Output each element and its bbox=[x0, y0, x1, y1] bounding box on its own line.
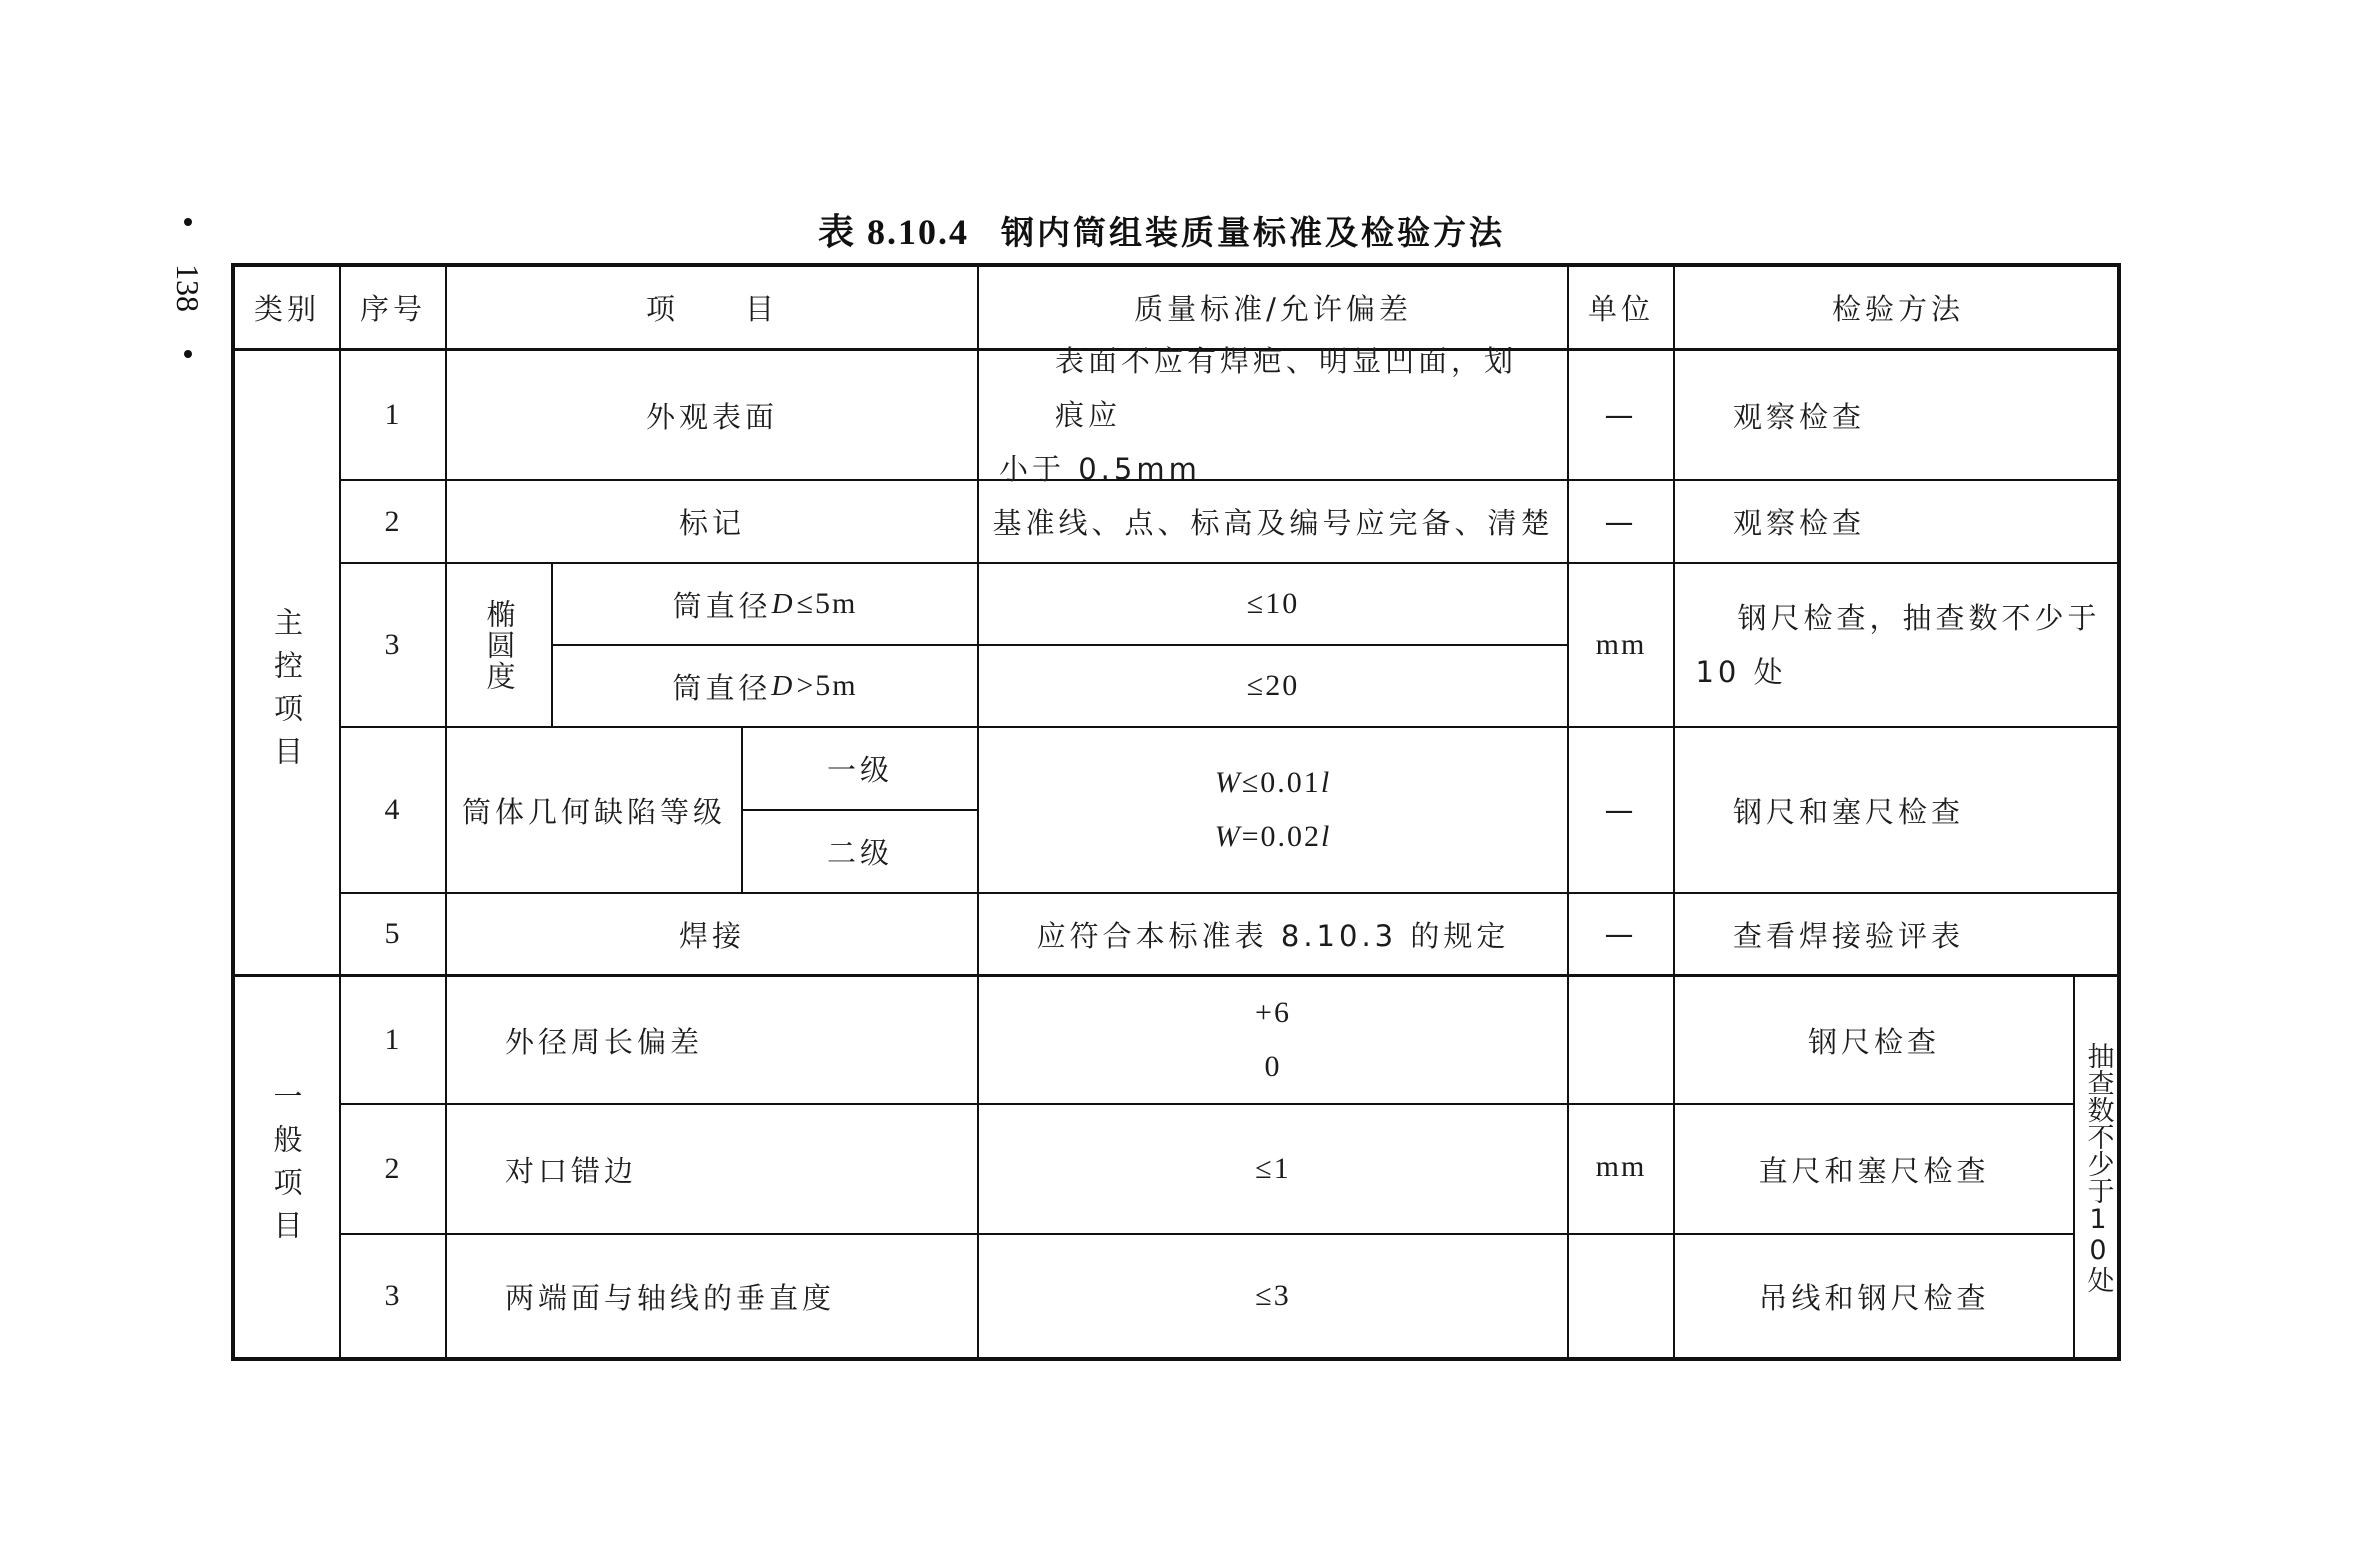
row4-standard bbox=[979, 728, 1567, 892]
row2-unit: — bbox=[1604, 504, 1638, 539]
quality-standard-table bbox=[231, 263, 2121, 1361]
row3-item-group bbox=[447, 564, 551, 726]
row4-standard-a-var: W bbox=[1214, 766, 1242, 799]
row3-unit: mm bbox=[1595, 628, 1647, 661]
row3a-standard: ≤10 bbox=[1246, 587, 1300, 620]
general-row3-standard: ≤3 bbox=[1255, 1279, 1291, 1312]
row2-item: 标记 bbox=[678, 506, 745, 540]
row4-item: 筒体几何缺陷等级 bbox=[461, 794, 726, 829]
row5-method: 查看焊接验评表 bbox=[1733, 918, 1965, 953]
row3b-item-suffix: >5m bbox=[796, 669, 858, 702]
row4-standard-b bbox=[1215, 810, 1332, 864]
row4-grade-a: 一级 bbox=[826, 753, 893, 787]
general-unit: mm bbox=[1595, 1150, 1647, 1183]
table-title-text: 钢内筒组装质量标准及检验方法 bbox=[1001, 213, 1506, 252]
category-main-control bbox=[235, 351, 339, 974]
row4-seq: 4 bbox=[384, 793, 402, 826]
row3-method-line1: 钢尺检查，抽查数不少于 bbox=[1737, 601, 2101, 635]
page-number-text: 138 bbox=[170, 264, 206, 312]
page-number-dot-bottom bbox=[184, 350, 192, 358]
row4-standard-a-l: l bbox=[1320, 766, 1332, 799]
header-standard: 质量标准/允许偏差 bbox=[1134, 292, 1412, 326]
general-row2-method: 直尺和塞尺检查 bbox=[1758, 1153, 1990, 1188]
row1-method: 观察检查 bbox=[1733, 399, 1866, 434]
row1-item: 外观表面 bbox=[645, 399, 778, 434]
row4-standard-b-l: l bbox=[1321, 820, 1332, 853]
row4-standard-b-var: W bbox=[1214, 820, 1242, 853]
general-row3-item: 两端面与轴线的垂直度 bbox=[505, 1280, 836, 1315]
table-title-number: 表 8.10.4 bbox=[818, 212, 970, 252]
header-item: 项 目 bbox=[645, 292, 778, 326]
general-row1-seq: 1 bbox=[384, 1023, 402, 1056]
row1-standard-line2: 小于 0.5mm bbox=[999, 452, 1201, 486]
row3b-item-prefix: 筒直径 bbox=[672, 670, 772, 705]
row5-seq: 5 bbox=[384, 917, 402, 950]
general-row1-standard bbox=[979, 977, 1567, 1103]
row1-seq: 1 bbox=[384, 398, 402, 431]
general-row2-standard: ≤1 bbox=[1255, 1152, 1291, 1185]
row3a-item-suffix: ≤5m bbox=[796, 587, 858, 620]
category-main-control-label: 主控项目 bbox=[270, 606, 304, 779]
row3-method bbox=[1675, 564, 2121, 726]
row3-item-group-label: 椭圆度 bbox=[482, 598, 517, 692]
row4-standard-a-value: ≤0.01 bbox=[1241, 766, 1321, 799]
row4-grade-b: 二级 bbox=[826, 836, 893, 870]
header-seq: 序号 bbox=[359, 292, 426, 326]
row5-item: 焊接 bbox=[678, 918, 745, 953]
row3-method-line2: 10 处 bbox=[1695, 655, 1787, 689]
general-row1-method: 钢尺检查 bbox=[1807, 1024, 1940, 1059]
row4-standard-a bbox=[1215, 756, 1331, 810]
header-method: 检验方法 bbox=[1831, 292, 1964, 326]
row2-method: 观察检查 bbox=[1733, 506, 1866, 540]
row3b-item-var: D bbox=[771, 669, 797, 702]
row4-method: 钢尺和塞尺检查 bbox=[1733, 794, 1965, 829]
row4-standard-b-value: =0.02 bbox=[1241, 820, 1322, 853]
page-number bbox=[166, 218, 210, 358]
general-row2-item: 对口错边 bbox=[505, 1153, 638, 1188]
row3b-standard: ≤20 bbox=[1246, 669, 1300, 702]
row2-standard: 基准线、点、标高及编号应完备、清楚 bbox=[992, 506, 1554, 540]
row2-seq: 2 bbox=[384, 504, 402, 538]
page-number-dot-top bbox=[184, 218, 192, 226]
row3b-item bbox=[553, 646, 977, 726]
row3a-item bbox=[553, 564, 977, 644]
row5-standard: 应符合本标准表 8.10.3 的规定 bbox=[1036, 918, 1510, 953]
row1-standard bbox=[979, 344, 1567, 486]
general-row1-standard-lower: 0 bbox=[1264, 1050, 1282, 1083]
general-row3-method: 吊线和钢尺检查 bbox=[1758, 1280, 1990, 1315]
row3a-item-prefix: 筒直径 bbox=[672, 588, 772, 623]
row1-standard-line1: 表面不应有焊疤、明显凹面，划痕应 bbox=[1055, 344, 1518, 432]
row4-unit: — bbox=[1604, 793, 1638, 827]
table-title bbox=[818, 204, 1538, 252]
general-row1-standard-upper: +6 bbox=[1255, 996, 1291, 1029]
row3-seq: 3 bbox=[384, 628, 402, 661]
category-general-label: 一般项目 bbox=[269, 1081, 304, 1253]
general-sampling-note-text: 抽查数不少于10处 bbox=[2082, 1041, 2114, 1293]
row3a-item-var: D bbox=[771, 587, 797, 620]
row5-unit: — bbox=[1604, 917, 1638, 951]
general-row3-seq: 3 bbox=[384, 1279, 402, 1312]
category-general bbox=[235, 977, 339, 1357]
general-row2-seq: 2 bbox=[384, 1152, 402, 1185]
row1-unit: — bbox=[1604, 398, 1638, 432]
general-row1-item: 外径周长偏差 bbox=[505, 1024, 704, 1059]
header-unit: 单位 bbox=[1587, 292, 1654, 326]
general-sampling-note bbox=[2075, 977, 2121, 1357]
header-category: 类别 bbox=[253, 292, 320, 326]
